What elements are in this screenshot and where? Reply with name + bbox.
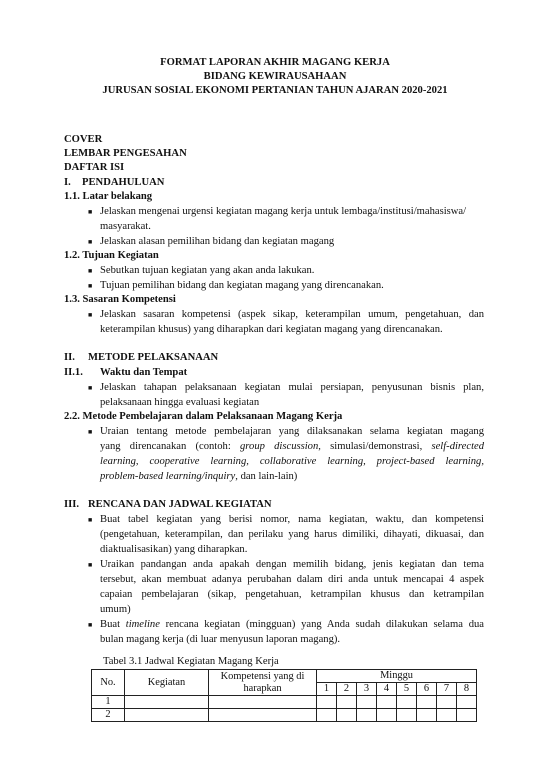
doc-title-1: FORMAT LAPORAN AKHIR MAGANG KERJA	[160, 57, 390, 68]
doc-title-3: JURUSAN SOSIAL EKONOMI PERTANIAN TAHUN AJARAN 2020-2021	[102, 85, 448, 96]
body-line: Jelaskan tahapan pelaksanaan kegiatan mulai persiapan, penyusunan bisnis plan,	[100, 382, 484, 393]
week-2: 2	[337, 683, 357, 696]
body-line: Jelaskan mengenai urgensi kegiatan magang kerja untuk lembaga/institusi/mahasiswa/	[100, 206, 467, 217]
body-line: Jelaskan alasan pemilihan bidang dan kegiatan magang	[100, 236, 335, 247]
body-line: keterampilan khusus) yang diharapkan dari kegiatan magang yang direncanakan.	[100, 324, 443, 335]
bullet-icon: ■	[88, 267, 93, 275]
bullet-icon: ■	[88, 561, 93, 569]
body-line: Buat tabel kegiatan yang berisi nomor, nama kegiatan, waktu, dan kompetensi	[100, 514, 484, 525]
week-8: 8	[457, 683, 477, 696]
body-line: masyarakat.	[100, 221, 151, 232]
body-line: Uraian tentang metode pembelajaran yang dilaksanakan selama kegiatan magang	[100, 426, 484, 437]
doc-title-2: BIDANG KEWIRAUSAHAAN	[203, 71, 347, 82]
body-line: Tujuan pemilihan bidang dan kegiatan magang yang direncanakan.	[100, 280, 384, 291]
bullet-icon: ■	[88, 311, 93, 319]
header-kompetensi: Kompetensi yang di harapkan	[209, 670, 317, 696]
row-number: 2	[92, 709, 125, 722]
body-line: Buat timeline rencana kegiatan (mingguan) yang Anda sudah dilakukan selama dua	[100, 619, 484, 630]
toc-cover: COVER	[64, 134, 103, 145]
section-1-title: PENDAHULUAN	[82, 177, 165, 188]
week-3: 3	[357, 683, 377, 696]
body-line: problem-based learning/inquiry, dan lain-lain)	[100, 471, 298, 482]
toc-lembar-pengesahan: LEMBAR PENGESAHAN	[64, 148, 187, 159]
body-line: umum)	[100, 604, 131, 615]
header-no: No.	[92, 670, 125, 696]
body-line: learning, cooperative learning, collaborative learning, project-based learning,	[100, 456, 484, 467]
section-2-number: II.	[64, 352, 75, 363]
header-minggu: Minggu	[317, 670, 477, 683]
table-row	[92, 696, 477, 709]
sub-1-2-heading: 1.2. Tujuan Kegiatan	[64, 250, 159, 261]
row-number: 1	[92, 696, 125, 709]
table-caption: Tabel 3.1 Jadwal Kegiatan Magang Kerja	[103, 656, 279, 667]
body-line: diaktualisasikan) yang diharapkan.	[100, 544, 248, 555]
body-line: pelaksanaan hingga evaluasi kegiatan	[100, 397, 260, 408]
section-3-title: RENCANA DAN JADWAL KEGIATAN	[88, 499, 272, 510]
week-4: 4	[377, 683, 397, 696]
sub-2-1-heading: Waktu dan Tempat	[100, 367, 188, 378]
week-5: 5	[397, 683, 417, 696]
section-1-number: I.	[64, 177, 71, 188]
week-7: 7	[437, 683, 457, 696]
body-line: tersebut, akan membuat adanya perubahan dalam diri anda untuk mencapai 4 aspek	[100, 574, 484, 585]
sub-2-2-heading: 2.2. Metode Pembelajaran dalam Pelaksanaan Magang Kerja	[64, 411, 343, 422]
section-2-title: METODE PELAKSANAAN	[88, 352, 219, 363]
week-1: 1	[317, 683, 337, 696]
body-line: capaian pembelajaran (sikap, pengetahuan, ketrampilan khusus dan ketrampilan	[100, 589, 484, 600]
body-line: Jelaskan sasaran kompetensi (aspek sikap, keterampilan umum, pengetahuan, dan	[100, 309, 484, 320]
sub-1-1-heading: 1.1. Latar belakang	[64, 191, 153, 202]
bullet-icon: ■	[88, 516, 93, 524]
sub-1-3-heading: 1.3. Sasaran Kompetensi	[64, 294, 176, 305]
bullet-icon: ■	[88, 428, 93, 436]
body-line: (pengetahuan, keterampilan, dan perilaku yang harus dimiliki, dihayati, dikuasai, dan	[100, 529, 484, 540]
body-line: Uraikan pandangan anda apakah dengan memilih bidang, jenis kegiatan dan tema	[100, 559, 484, 570]
bullet-icon: ■	[88, 282, 93, 290]
sub-2-1-number: II.1.	[64, 367, 83, 378]
body-line: bulan magang kerja (di luar menyusun laporan magang).	[100, 634, 341, 645]
body-line: yang direncanakan (contoh: group discussion, simulasi/demonstrasi, self-directed	[100, 441, 485, 452]
section-3-number: III.	[64, 499, 80, 510]
body-line: Sebutkan tujuan kegiatan yang akan anda lakukan.	[100, 265, 315, 276]
week-6: 6	[417, 683, 437, 696]
bullet-icon: ■	[88, 621, 93, 629]
schedule-table	[91, 669, 477, 722]
bullet-icon: ■	[88, 384, 93, 392]
bullet-icon: ■	[88, 208, 93, 216]
table-row	[92, 709, 477, 722]
bullet-icon: ■	[88, 238, 93, 246]
header-kegiatan: Kegiatan	[125, 670, 209, 696]
toc-daftar-isi: DAFTAR ISI	[64, 162, 125, 173]
